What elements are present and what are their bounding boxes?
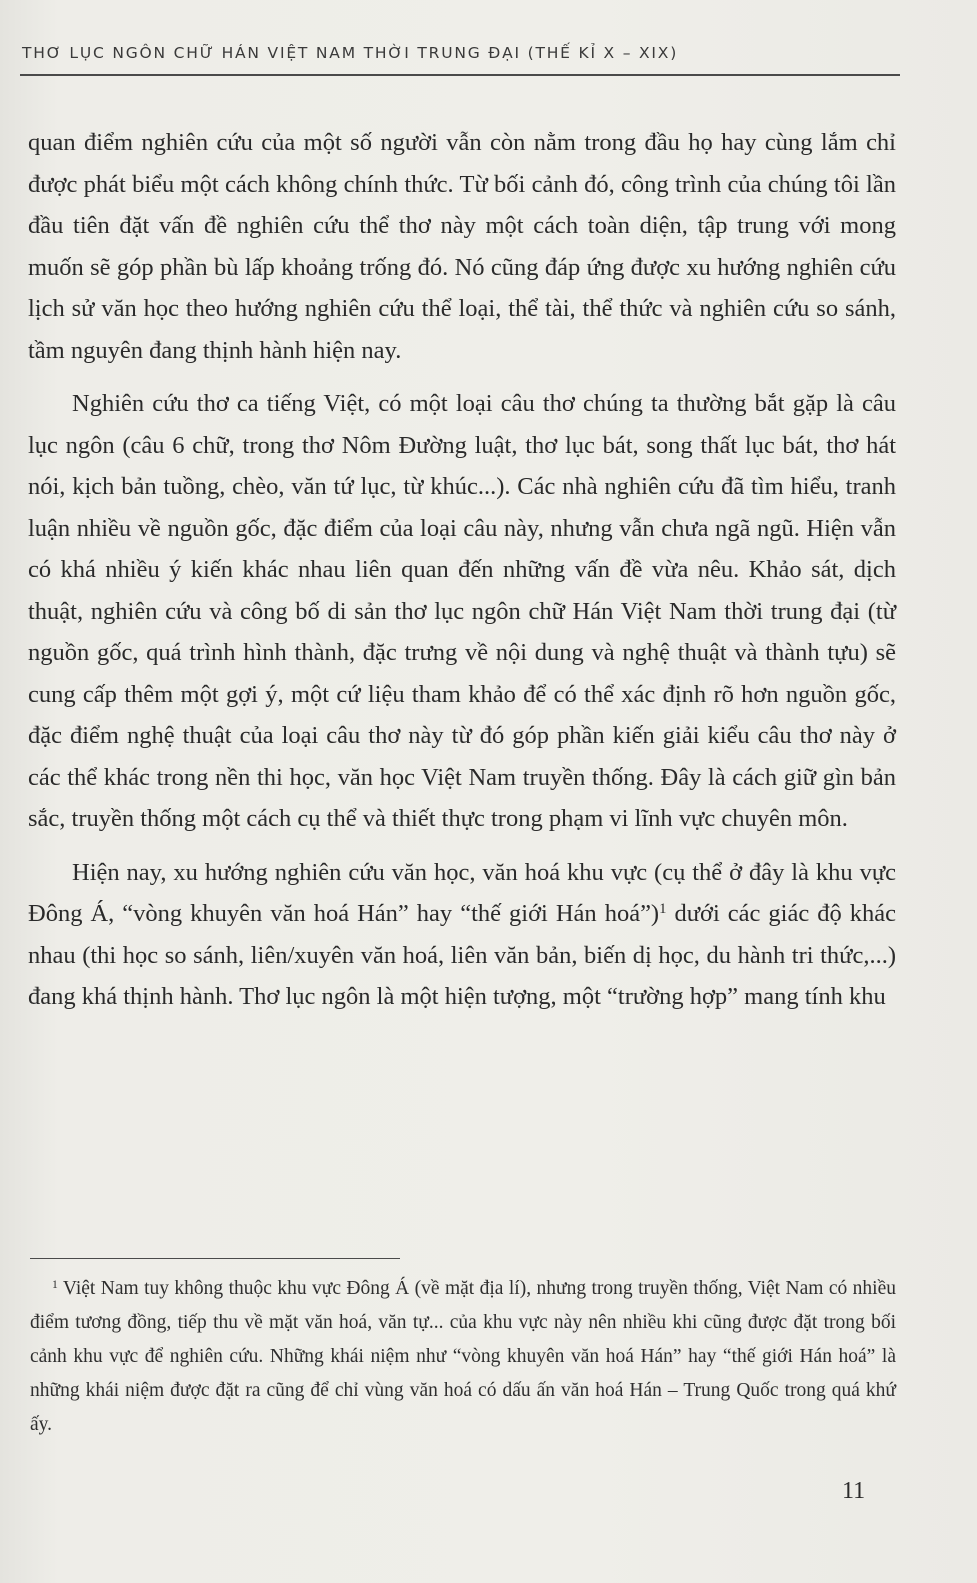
footnote-text: Việt Nam tuy không thuộc khu vực Đông Á (về mặt địa lí), nhưng trong truyền thống, Việt Nam có nhiều điểm tương đồng, tiếp thu về mặt văn hoá, văn tự... của khu vực này nên nhiều khi cũng được đặt trong bối cảnh khu vực để nghiên cứu. Những khái niệm như “vòng khuyên văn hoá Hán” hay “thế giới Hán hoá” là những khái niệm được đặt ra cũng để chỉ vùng văn hoá có dấu ấn văn hoá Hán – Trung Quốc trong quá khứ ấy.	[30, 1278, 896, 1435]
running-header: THƠ LỤC NGÔN CHỮ HÁN VIỆT NAM THỜI TRUNG ĐẠI (THẾ KỈ X – XIX)	[22, 44, 679, 62]
body-text	[28, 122, 896, 1030]
paragraph-3-text-b: dưới các giác độ khác nhau (thi học so sánh, liên/xuyên văn hoá, liên văn bản, biến dị học, du hành tri thức,...) đang khá thịnh hành. Thơ lục ngôn là một hiện tượng, một “trường hợp” mang tính khu	[28, 900, 896, 1010]
footnote	[30, 1272, 896, 1442]
header-rule	[20, 74, 900, 76]
footnote-rule	[30, 1258, 400, 1259]
page-number: 11	[842, 1478, 866, 1504]
footnote-mark: 1	[52, 1277, 58, 1291]
paragraph-2: Nghiên cứu thơ ca tiếng Việt, có một loại câu thơ chúng ta thường bắt gặp là câu lục ngôn (câu 6 chữ, trong thơ Nôm Đường luật, thơ lục bát, song thất lục bát, thơ hát nói, kịch bản tuồng, chèo, văn tứ lục, từ khúc...). Các nhà nghiên cứu đã tìm hiểu, tranh luận nhiều về nguồn gốc, đặc điểm của loại câu này, nhưng vẫn chưa ngã ngũ. Hiện vẫn có khá nhiều ý kiến khác nhau liên quan đến những vấn đề vừa nêu. Khảo sát, dịch thuật, nghiên cứu và công bố di sản thơ lục ngôn chữ Hán Việt Nam thời trung đại (từ nguồn gốc, quá trình hình thành, đặc trưng về nội dung và nghệ thuật và thành tựu) sẽ cung cấp thêm một gợi ý, một cứ liệu tham khảo để có thể xác định rõ hơn nguồn gốc, đặc điểm nghệ thuật của loại câu thơ này từ đó góp phần kiến giải kiểu câu thơ này ở các thể khác trong nền thi học, văn học Việt Nam truyền thống. Đây là cách giữ gìn bản sắc, truyền thống một cách cụ thể và thiết thực trong phạm vi lĩnh vực chuyên môn.	[28, 390, 896, 832]
paragraph-3-text-a: Hiện nay, xu hướng nghiên cứu văn học, văn hoá khu vực (cụ thể ở đây là khu vực Đông Á, “vòng khuyên văn hoá Hán” hay “thế giới Hán hoá”)	[28, 858, 896, 927]
footnote-reference: 1	[659, 900, 667, 917]
paragraph-3	[28, 852, 896, 1018]
paragraph-1: quan điểm nghiên cứu của một số người vẫn còn nằm trong đầu họ hay cùng lắm chỉ được phát biểu một cách không chính thức. Từ bối cảnh đó, công trình của chúng tôi lần đầu tiên đặt vấn đề nghiên cứu thể thơ này một cách toàn diện, tập trung với mong muốn sẽ góp phần bù lấp khoảng trống đó. Nó cũng đáp ứng được xu hướng nghiên cứu lịch sử văn học theo hướng nghiên cứu thể loại, thể tài, thể thức và nghiên cứu so sánh, tầm nguyên đang thịnh hành hiện nay.	[28, 129, 896, 364]
